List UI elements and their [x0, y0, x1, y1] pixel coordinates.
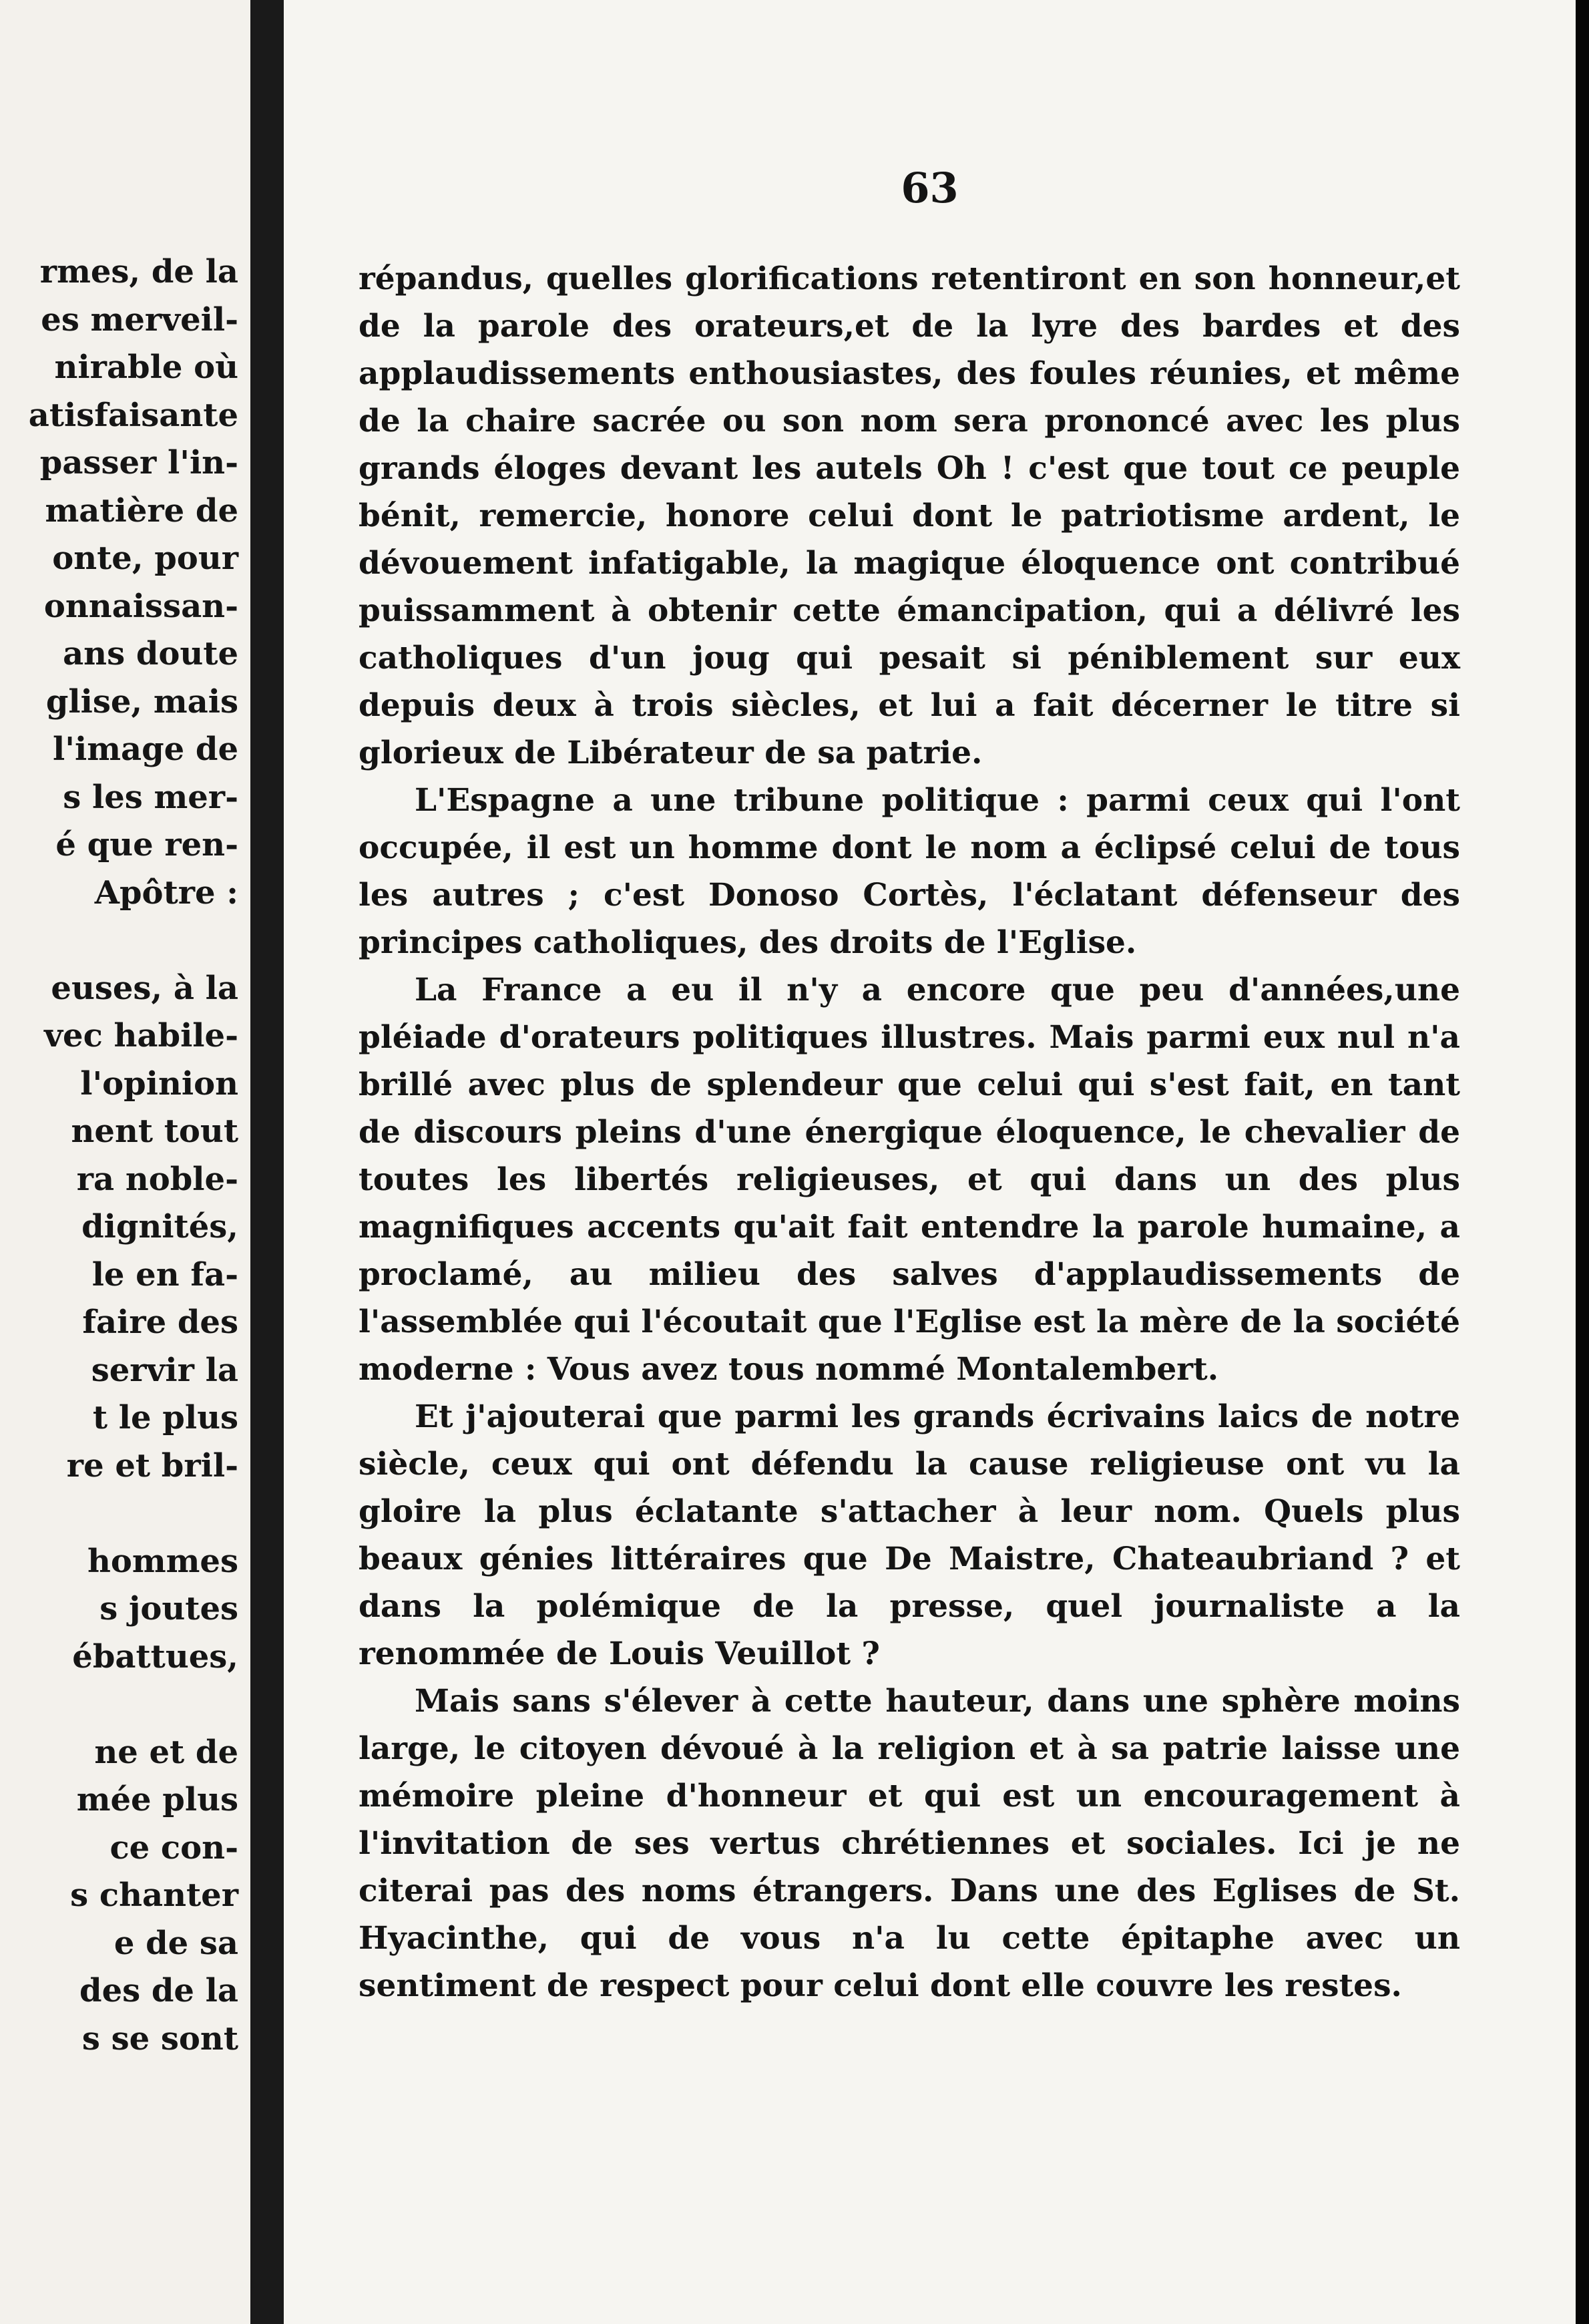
left-page-line: l'opinion — [80, 1064, 238, 1103]
left-page-line: passer l'in- — [39, 444, 238, 481]
paragraph-1: répandus, quelles glorifications retentiront en son honneur,et de la parole des orateurs,et de la lyre des bardes et des applaudissements enthousiastes, des foules réunies, et même de la chaire sacrée ou son nom sera prononcé avec les plus grands éloges devant les autels Oh ! c'est que tout ce peuple bénit, remercie, honore celui dont le patriotisme ardent, le dévouement infatigable, la magique éloquence ont contribué puissamment à obtenir cette émancipation, qui a délivré les catholiques d'un joug qui pesait si péniblement sur eux depuis deux à trois siècles, et lui a fait décerner le titre si glorieux de Libérateur de sa patrie. — [359, 260, 1460, 771]
left-page-line: euses, à la — [51, 969, 238, 1007]
left-page-line — [0, 917, 238, 965]
left-page-line: ébattues, — [72, 1637, 238, 1676]
left-page-line: glise, mais — [45, 683, 238, 721]
left-page-line — [0, 1681, 238, 1729]
left-page-line: s joutes — [99, 1590, 238, 1627]
left-page-line: nent tout — [71, 1113, 238, 1150]
left-page-line: matière de — [45, 492, 238, 530]
left-page-line: onte, pour — [52, 540, 238, 577]
page-number: 63 — [901, 164, 959, 212]
left-page-line: vec habile- — [44, 1017, 238, 1054]
left-page-line: le en fa- — [91, 1255, 238, 1294]
left-page-line: t le plus — [92, 1399, 238, 1436]
left-page-line: ra noble- — [76, 1160, 238, 1198]
left-page-line: hommes — [87, 1542, 238, 1580]
left-page-line: ne et de — [94, 1733, 238, 1771]
left-page-line: rmes, de la — [39, 253, 238, 290]
left-page-line: onnaissan- — [43, 587, 238, 625]
left-page-text-fragments — [0, 248, 238, 2063]
left-page-line: dignités, — [81, 1208, 238, 1245]
left-page-line — [0, 1490, 238, 1538]
left-page-line: re et bril- — [66, 1446, 238, 1485]
left-page-line: des de la — [79, 1972, 238, 2009]
left-page-line: faire des — [82, 1304, 238, 1341]
right-page — [284, 0, 1576, 2324]
left-page-line: é que ren- — [55, 826, 238, 863]
left-page-line: atisfaisante — [28, 396, 238, 434]
scan-border — [1576, 0, 1589, 2324]
left-page-line: s chanter — [70, 1877, 238, 1914]
paragraph-4: Et j'ajouterai que parmi les grands écrivains laics de notre siècle, ceux qui ont défendu la cause religieuse ont vu la gloire la plus éclatante s'attacher à leur nom. Quels plus beaux génies littéraires que De Maistre, Chateaubriand ? et dans la polémique de la presse, quel journaliste a la renommée de Louis Veuillot ? — [359, 1398, 1460, 1672]
left-page-line: mée plus — [76, 1781, 238, 1818]
paragraph-3: La France a eu il n'y a encore que peu d'années,une pléiade d'orateurs politiques illustres. Mais parmi eux nul n'a brillé avec plus de splendeur que celui qui s'est fait, en tant de discours pleins d'une énergique éloquence, le chevalier de toutes les libertés religieuses, et qui dans un des plus magnifiques accents qu'ait fait entendre la parole humaine, a proclamé, au milieu des salves d'applaudissements de l'assemblée qui l'écoutait que l'Eglise est la mère de la société moderne : Vous avez tous nommé Montalembert. — [359, 972, 1460, 1388]
left-page-line: e de sa — [114, 1924, 238, 1962]
book-gutter — [250, 0, 284, 2324]
left-page-line: ce con- — [109, 1828, 238, 1867]
page-text-block — [359, 255, 1460, 2009]
paragraph-5: Mais sans s'élever à cette hauteur, dans une sphère moins large, le citoyen dévoué à la religion et à sa patrie laisse une mémoire pleine d'honneur et qui est un encouragement à l'invitation de ses vertus chrétiennes et sociales. Ici je ne citerai pas des noms étrangers. Dans une des Eglises de St. Hyacinthe, qui de vous n'a lu cette épitaphe avec un sentiment de respect pour celui dont elle couvre les restes. — [359, 1683, 1460, 2004]
left-page-line: l'image de — [53, 731, 238, 768]
left-page-line: Apôtre : — [94, 874, 238, 912]
paragraph-2: L'Espagne a une tribune politique : parmi ceux qui l'ont occupée, il est un homme dont le nom a éclipsé celui de tous les autres ; c'est Donoso Cortès, l'éclatant défenseur des principes catholiques, des droits de l'Eglise. — [359, 782, 1460, 961]
left-facing-page — [0, 0, 250, 2324]
left-page-line: servir la — [91, 1351, 238, 1389]
left-page-line: ans doute — [63, 635, 238, 672]
left-page-line: s se sont — [81, 2019, 238, 2058]
left-page-line: s les mer- — [63, 778, 238, 816]
left-page-line: es merveil- — [41, 301, 238, 339]
left-page-line: nirable où — [54, 349, 238, 386]
